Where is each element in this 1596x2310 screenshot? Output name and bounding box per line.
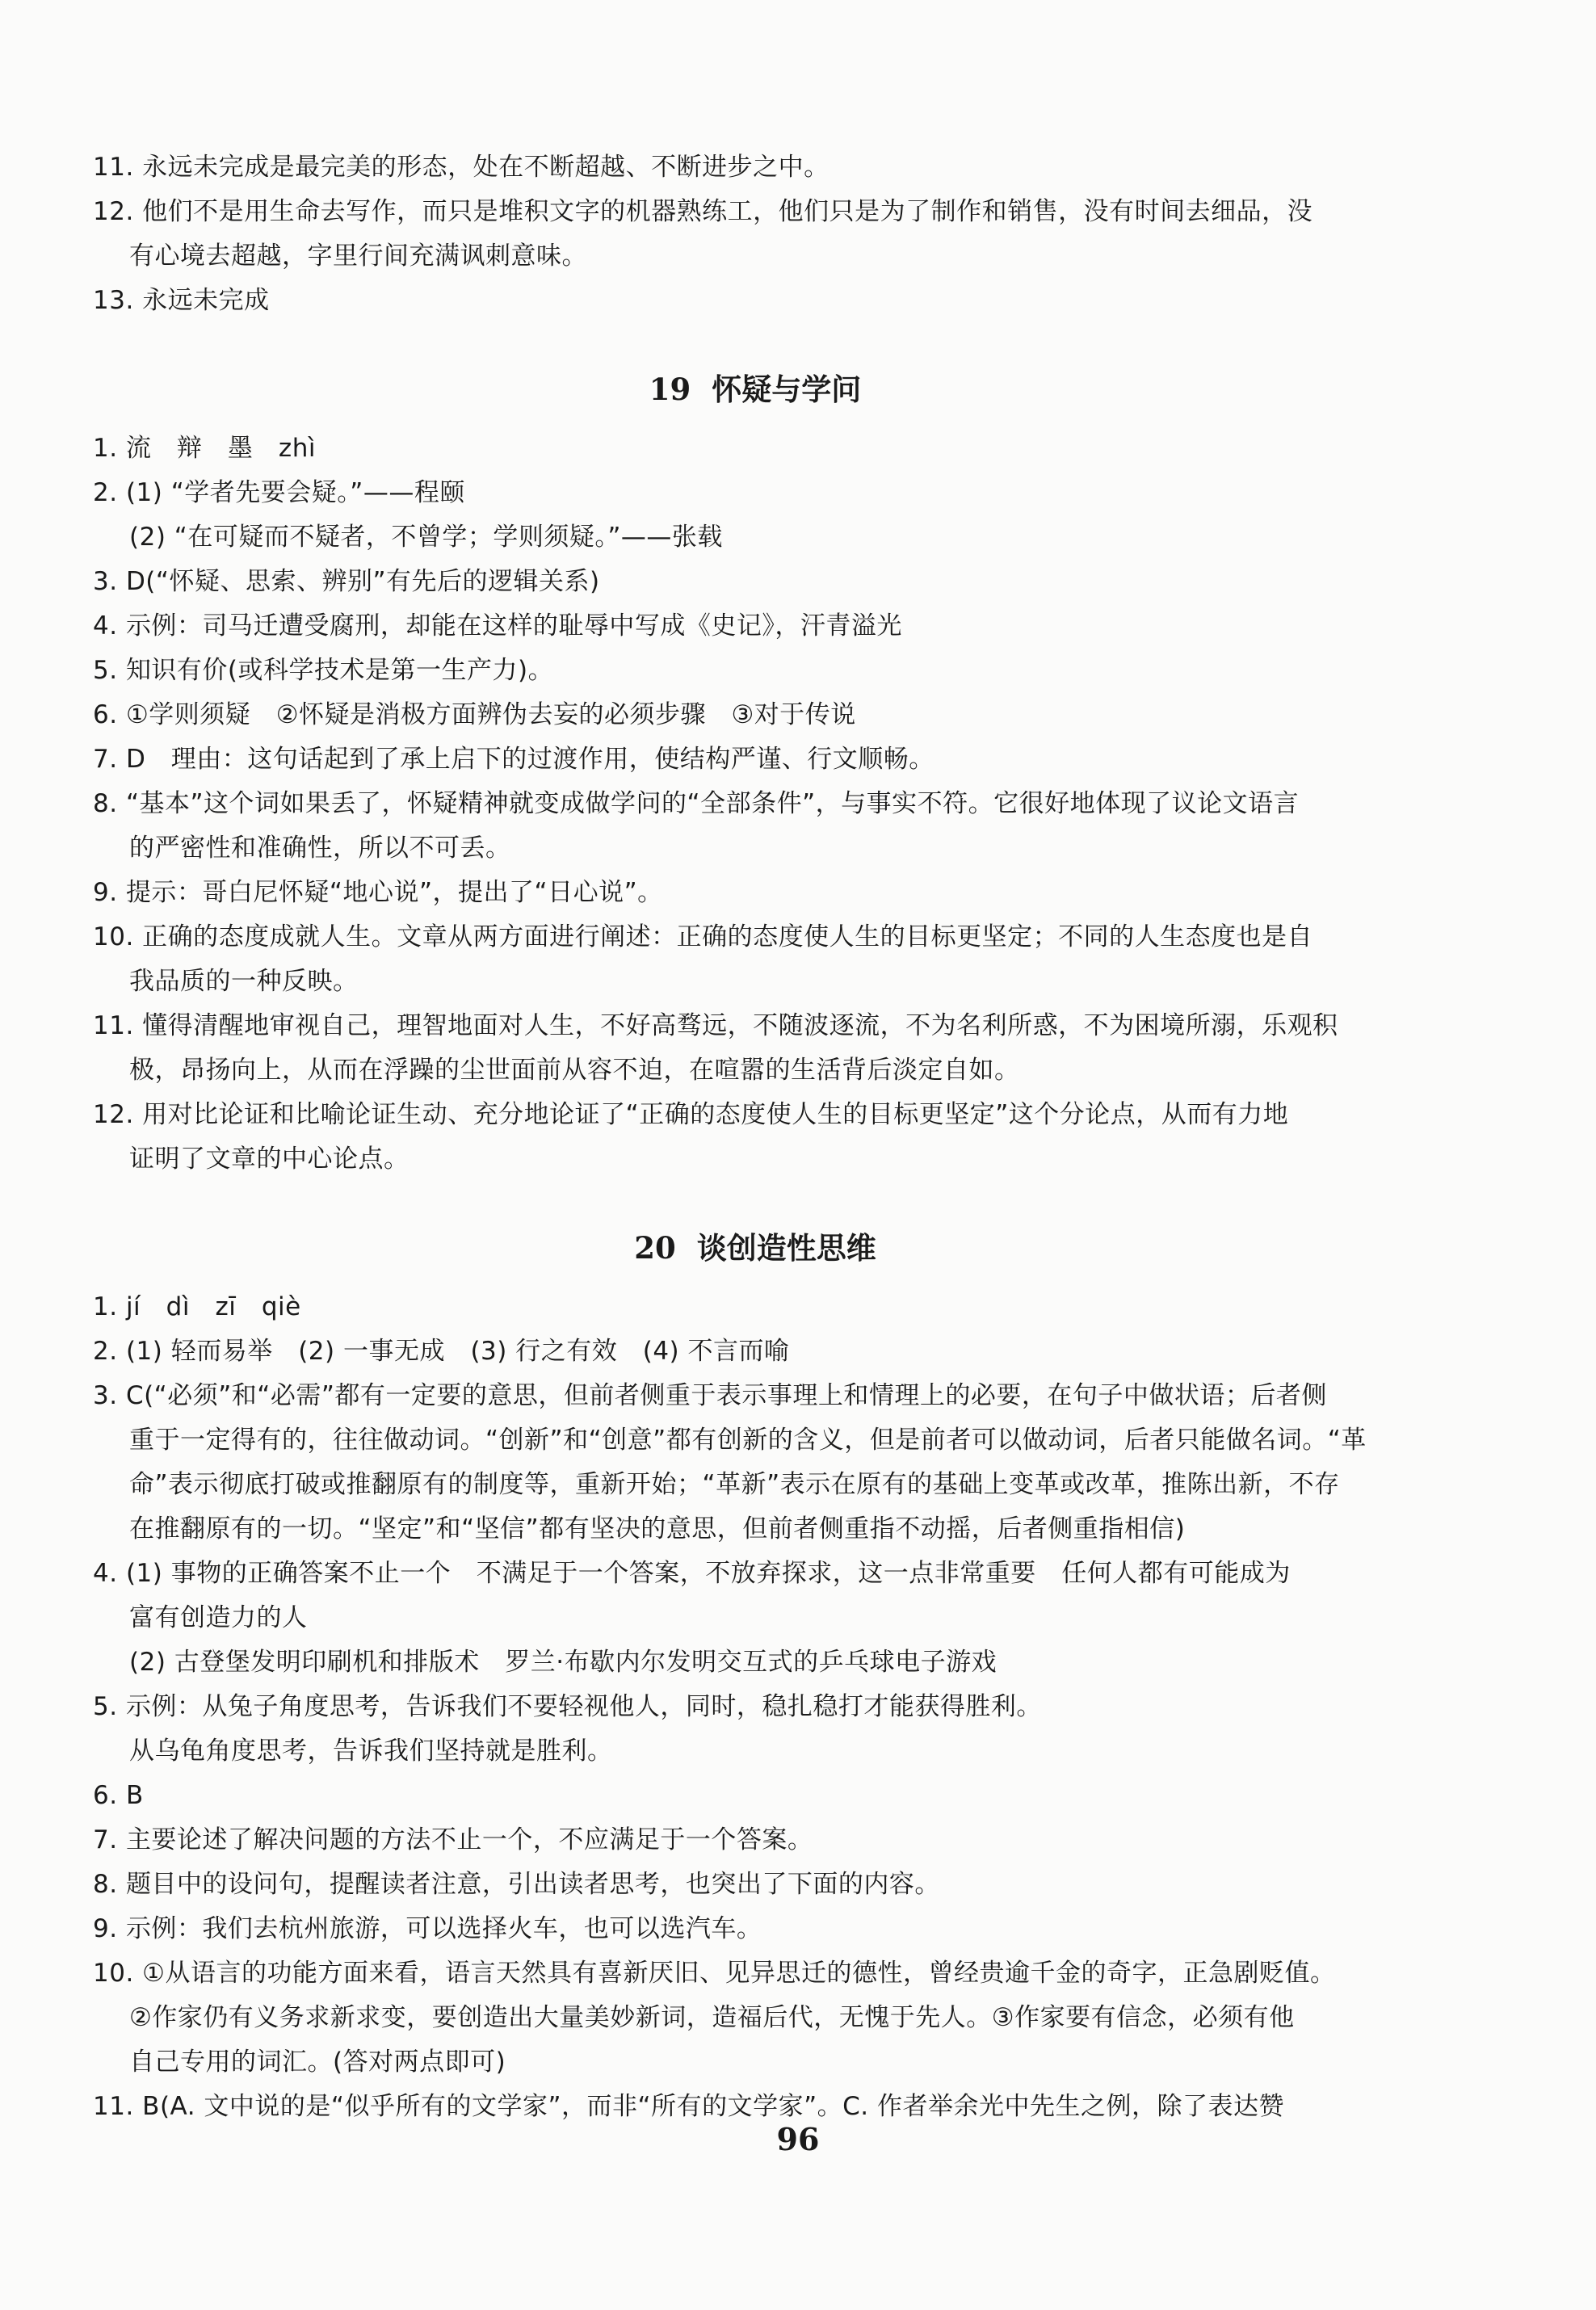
answer-item-continuation: 富有创造力的人: [129, 1603, 308, 1632]
answer-item: 3. C(“必须”和“必需”都有一定要的意思，但前者侧重于表示事理上和情理上的必要，在句子中做状语；后者侧: [93, 1381, 1327, 1410]
section-heading-19: 19 怀疑与学问: [649, 372, 862, 407]
answer-item: 5. 示例：从兔子角度思考，告诉我们不要轻视他人，同时，稳扎稳打才能获得胜利。: [93, 1692, 1042, 1721]
answer-item: 1. jí dì zī qiè: [93, 1292, 301, 1321]
answer-item-continuation: 重于一定得有的，往往做动词。“创新”和“创意”都有创新的含义，但是前者可以做动词，后者只能做名词。“革: [129, 1426, 1367, 1455]
answer-item-continuation: ②作家仍有义务求新求变，要创造出大量美妙新词，造福后代，无愧于先人。③作家要有信念，必须有他: [129, 2003, 1295, 2032]
answer-item-continuation: 命”表示彻底打破或推翻原有的制度等，重新开始；“革新”表示在原有的基础上变革或改革，推陈出新，不存: [129, 1470, 1340, 1499]
answer-item: 13. 永远未完成: [93, 286, 270, 315]
answer-item: 2. (1) 轻而易举 (2) 一事无成 (3) 行之有效 (4) 不言而喻: [93, 1337, 790, 1366]
answer-item: 12. 用对比论证和比喻论证生动、充分地论证了“正确的态度使人生的目标更坚定”这个分论点，从而有力地: [93, 1100, 1289, 1129]
answer-item-continuation: 极，昂扬向上，从而在浮躁的尘世面前从容不迫，在喧嚣的生活背后淡定自如。: [129, 1056, 1020, 1085]
answer-item: 6. B: [93, 1781, 144, 1810]
answer-item: 2. (1) “学者先要会疑。”——程颐: [93, 478, 465, 507]
answer-item-continuation: 证明了文章的中心论点。: [129, 1144, 410, 1174]
section-heading-20: 20 谈创造性思维: [634, 1230, 876, 1266]
answer-item-continuation: 的严密性和准确性，所以不可丢。: [129, 834, 511, 863]
answer-item: 10. ①从语言的功能方面来看，语言天然具有喜新厌旧、见异思迁的德性，曾经贵逾千金的奇字，正急剧贬值。: [93, 1959, 1336, 1988]
answer-item-continuation: 从乌龟角度思考，告诉我们坚持就是胜利。: [129, 1737, 613, 1766]
answer-item: 7. D 理由：这句话起到了承上启下的过渡作用，使结构严谨、行文顺畅。: [93, 745, 934, 774]
answer-item: 9. 提示：哥白尼怀疑“地心说”，提出了“日心说”。: [93, 878, 663, 907]
answer-item-continuation: 自己专用的词汇。(答对两点即可): [129, 2048, 506, 2077]
answer-item-continuation: 有心境去超越，字里行间充满讽刺意味。: [129, 242, 587, 271]
answer-item-continuation: (2) 古登堡发明印刷机和排版术 罗兰·布歇内尔发明交互式的乒乓球电子游戏: [129, 1648, 998, 1677]
page-number: 96: [776, 2121, 820, 2157]
answer-item: 10. 正确的态度成就人生。文章从两方面进行阐述：正确的态度使人生的目标更坚定；不同的人生态度也是自: [93, 922, 1313, 951]
answer-item: 9. 示例：我们去杭州旅游，可以选择火车，也可以选汽车。: [93, 1914, 762, 1943]
answer-item-continuation: 我品质的一种反映。: [129, 967, 359, 996]
answer-item: 5. 知识有价(或科学技术是第一生产力)。: [93, 656, 554, 685]
answer-item: 7. 主要论述了解决问题的方法不止一个，不应满足于一个答案。: [93, 1825, 813, 1854]
answer-item: 8. “基本”这个词如果丢了，怀疑精神就变成做学问的“全部条件”，与事实不符。它很好地体现了议论文语言: [93, 789, 1300, 818]
answer-item: 1. 流 辩 墨 zhì: [93, 434, 316, 463]
answer-item: 8. 题目中的设问句，提醒读者注意，引出读者思考，也突出了下面的内容。: [93, 1870, 940, 1899]
answer-item: 12. 他们不是用生命去写作，而只是堆积文字的机器熟练工，他们只是为了制作和销售，没有时间去细品，没: [93, 197, 1313, 226]
answer-item: 11. 懂得清醒地审视自己，理智地面对人生，不好高骛远，不随波逐流，不为名利所惑，不为困境所溺，乐观积: [93, 1011, 1338, 1040]
answer-item: 4. (1) 事物的正确答案不止一个 不满足于一个答案，不放弃探求，这一点非常重要 任何人都有可能成为: [93, 1559, 1291, 1588]
answer-content: [93, 145, 1418, 2129]
answer-item: 6. ①学则须疑 ②怀疑是消极方面辨伪去妄的必须步骤 ③对于传说: [93, 700, 856, 729]
answer-item-continuation: (2) “在可疑而不疑者，不曾学；学则须疑。”——张载: [129, 523, 723, 552]
answer-item: 3. D(“怀疑、思索、辨别”有先后的逻辑关系): [93, 567, 600, 596]
answer-item-continuation: 在推翻原有的一切。“坚定”和“坚信”都有坚决的意思，但前者侧重指不动摇，后者侧重指相信): [129, 1514, 1186, 1544]
answer-item: 11. B(A. 文中说的是“似乎所有的文学家”，而非“所有的文学家”。C. 作者举余光中先生之例，除了表达赞: [93, 2092, 1284, 2121]
answer-item: 4. 示例：司马迁遭受腐刑，却能在这样的耻辱中写成《史记》，汗青溢光: [93, 611, 902, 640]
answer-item: 11. 永远未完成是最完美的形态，处在不断超越、不断进步之中。: [93, 153, 830, 182]
